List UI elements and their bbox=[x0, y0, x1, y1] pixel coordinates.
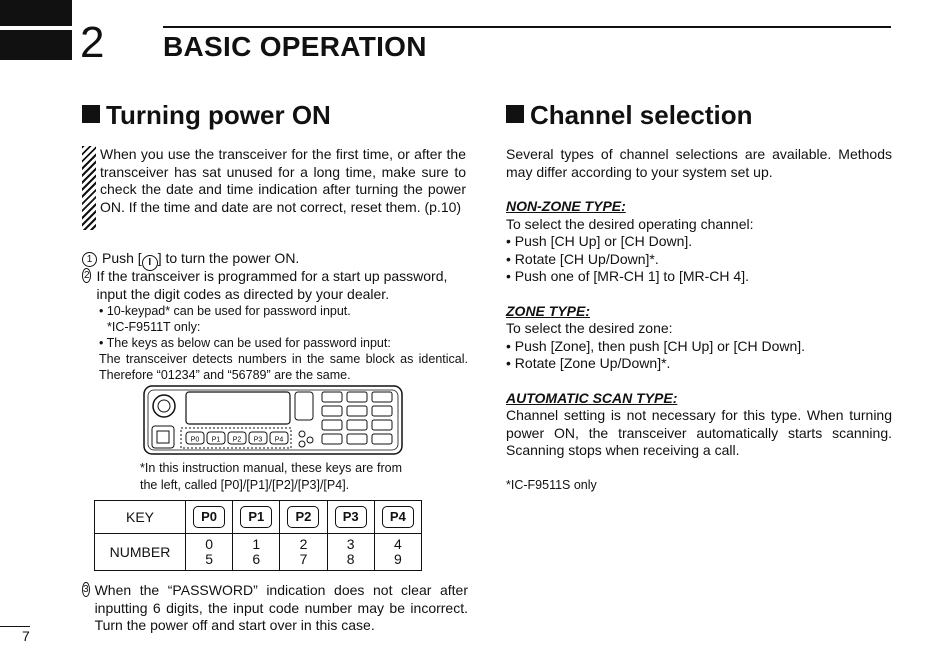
footnote: *IC-F9511S only bbox=[506, 477, 597, 492]
page-number: 7 bbox=[22, 628, 30, 644]
channel-selection-body bbox=[506, 146, 892, 494]
nonzone-line: To select the desired operating channel: bbox=[506, 215, 754, 232]
step-2: 2 If the transceiver is programmed for a start up password, input the digit codes as directed by your dealer. • 10-keypad* can be used for password input. *IC-F9511T only: • The keys as below can be used for password input: The transceiver detects numbers in the same block as identical. Therefore “01234” and “56789” are the same. bbox=[83, 268, 468, 382]
zone-title: ZONE TYPE: bbox=[506, 302, 591, 319]
square-bullet-icon bbox=[506, 105, 524, 123]
radio-key-label: P1 bbox=[211, 436, 221, 444]
step-number: 2 bbox=[83, 270, 90, 281]
section-title-channel: Channel selection bbox=[506, 100, 753, 131]
chapter-title: BASIC OPERATION bbox=[163, 31, 427, 62]
radio-key-label: P0 bbox=[190, 436, 200, 444]
header-rule bbox=[163, 26, 891, 28]
chapter-number: 2 bbox=[80, 18, 105, 67]
table-cell: 4 9 bbox=[374, 534, 421, 571]
table-row bbox=[95, 501, 422, 534]
table-header-number: NUMBER bbox=[95, 534, 186, 571]
key-p3: P3 bbox=[335, 506, 367, 528]
key-p4: P4 bbox=[382, 506, 414, 528]
step-number: 3 bbox=[83, 584, 89, 595]
bullet-keys: • The keys as below can be used for password input: bbox=[99, 336, 391, 350]
radio-key-label: P3 bbox=[253, 436, 263, 444]
power-icon: I bbox=[142, 255, 158, 271]
nonzone-line: • Rotate [CH Up/Down]*. bbox=[506, 250, 659, 267]
intro-text: Several types of channel selections are available. Methods may differ according to your system set up. bbox=[506, 146, 892, 180]
chapter-tab-bar bbox=[0, 0, 72, 26]
table-cell: 0 5 bbox=[186, 534, 233, 571]
chapter-tab-bar bbox=[0, 30, 72, 60]
step-number: 1 bbox=[82, 252, 97, 267]
radio-caption: *In this instruction manual, these keys are from the left, called [P0]/[P1]/[P2]/[P3]/[P4]. bbox=[140, 461, 402, 492]
table-cell: 3 8 bbox=[327, 534, 374, 571]
p-keys bbox=[186, 432, 288, 444]
zone-line: • Rotate [Zone Up/Down]*. bbox=[506, 355, 671, 371]
step-1: 1 Push [ I ] to turn the power ON. bbox=[82, 250, 468, 271]
auto-scan-text: Channel setting is not necessary for this type. When turning power ON, the transceiver automatically starts scanning. Scanning stops when receiving a call. bbox=[506, 407, 892, 458]
page-rule bbox=[0, 626, 30, 627]
bullet-keypad-note: *IC-F9511T only: bbox=[107, 320, 201, 334]
radio-illustration bbox=[142, 384, 404, 456]
nonzone-line: • Push one of [MR-CH 1] to [MR-CH 4]. bbox=[506, 268, 749, 284]
auto-scan-title: AUTOMATIC SCAN TYPE: bbox=[506, 389, 678, 406]
radio-key-label: P4 bbox=[274, 436, 284, 444]
zone-line: • Push [Zone], then push [CH Up] or [CH Down]. bbox=[506, 337, 806, 354]
key-number-table bbox=[94, 500, 422, 571]
table-header-key: KEY bbox=[95, 501, 186, 534]
bullet-keypad: • 10-keypad* can be used for password input. bbox=[99, 304, 351, 318]
table-cell: 2 7 bbox=[280, 534, 327, 571]
note-hatch-icon bbox=[82, 146, 96, 230]
zone-line: To select the desired zone: bbox=[506, 320, 673, 336]
radio-key-label: P2 bbox=[232, 436, 242, 444]
table-row bbox=[95, 534, 422, 571]
table-cell: 1 6 bbox=[233, 534, 280, 571]
step-3: 3 When the “PASSWORD” indication does not clear after inputting 6 digits, the input code number may be incorrect. Turn the power off and start over in this case. bbox=[83, 582, 468, 633]
key-p1: P1 bbox=[240, 506, 272, 528]
square-bullet-icon bbox=[82, 105, 100, 123]
note-text: When you use the transceiver for the first time, or after the transceiver has sat unused for a long time, make sure to check the date and time indication after turning the power ON. If the time and date are not correct, reset them. (p.10) bbox=[100, 146, 466, 215]
key-p0: P0 bbox=[193, 506, 225, 528]
nonzone-line: • Push [CH Up] or [CH Down]. bbox=[506, 233, 693, 249]
nonzone-title: NON-ZONE TYPE: bbox=[506, 198, 626, 214]
section-title-power: Turning power ON bbox=[82, 100, 331, 131]
key-p2: P2 bbox=[287, 506, 319, 528]
bullet-keys-text: The transceiver detects numbers in the same block as identical. Therefore “01234” and “56789” are the same. bbox=[99, 352, 468, 382]
